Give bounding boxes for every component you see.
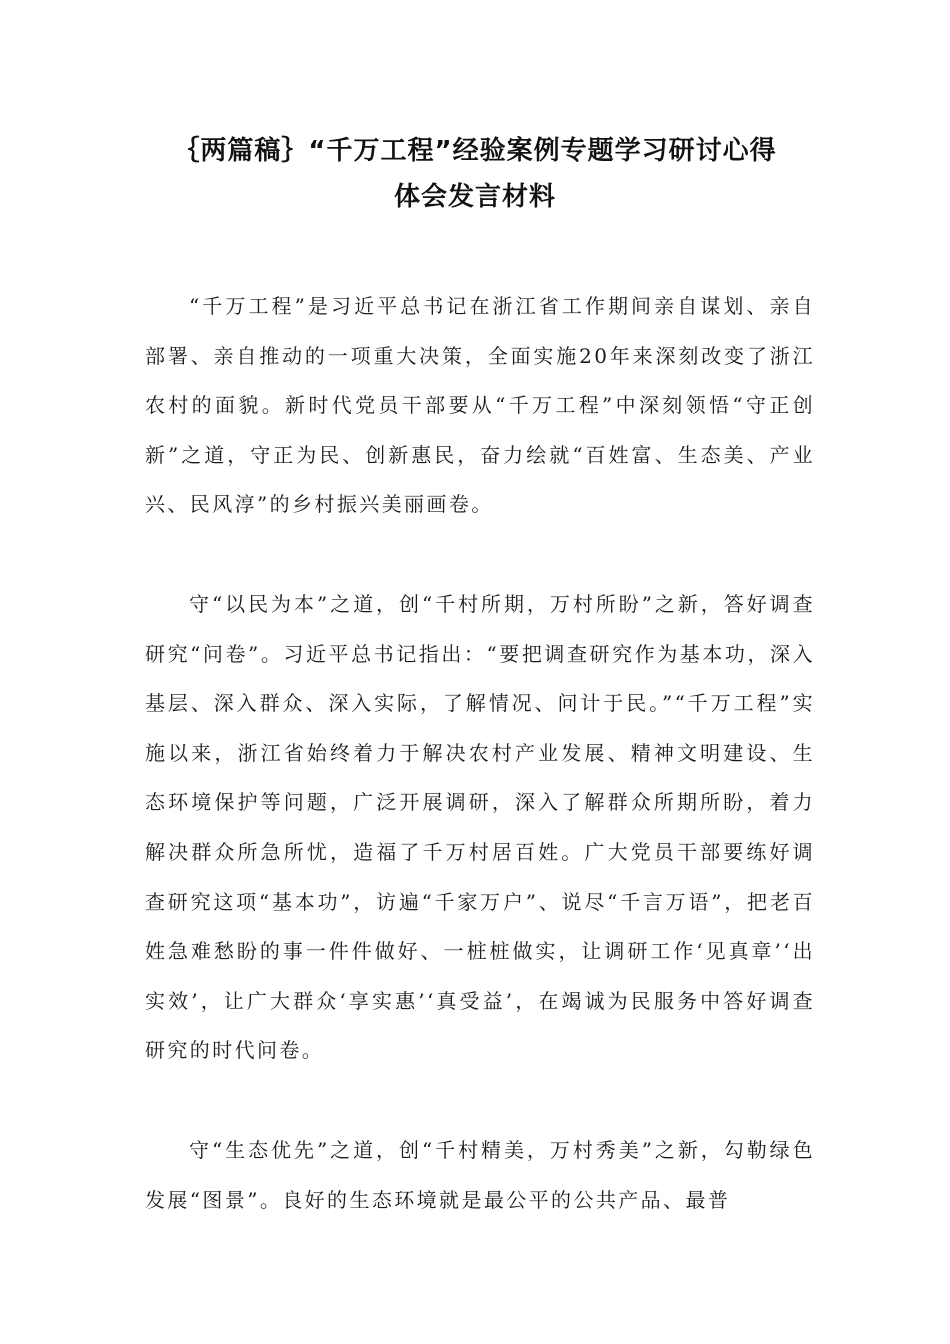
paragraph-people-first: 守“以民为本”之道，创“千村所期，万村所盼”之新，答好调查研究“问卷”。习近平总书记指出：“要把调查研究作为基本功，深入基层、深入群众、深入实际，了解情况、问计于民。”“千万工程”实施以来，浙江省始终着力于解决农村产业发展、精神文明建设、生态环境保护等问题，广泛开展调研，深入了解群众所期所盼，着力解决群众所急所忧，造福了千万村居百姓。广大党员干部要练好调查研究这项“基本功”，访遍“千家万户”、说尽“千言万语”，把老百姓急难愁盼的事一件件做好、一桩桩做实，让调研工作‘见真章’‘出实效’，让广大群众‘享实惠’‘真受益’，在竭诚为民服务中答好调查研究的时代问卷。	[145, 591, 815, 1063]
document-title	[90, 128, 860, 220]
paragraph-intro: “千万工程”是习近平总书记在浙江省工作期间亲自谋划、亲自部署、亲自推动的一项重大决策，全面实施20年来深刻改变了浙江农村的面貌。新时代党员干部要从“千万工程”中深刻领悟“守正创新”之道，守正为民、创新惠民，奋力绘就“百姓富、生态美、产业兴、民风淳”的乡村振兴美丽画卷。	[145, 294, 815, 517]
title-line-1: ｛两篇稿｝“千万工程”经验案例专题学习研讨心得	[173, 136, 777, 166]
document-body	[145, 282, 815, 1275]
paragraph-ecology-first: 守“生态优先”之道，创“千村精美，万村秀美”之新，勾勒绿色发展“图景”。良好的生态环境就是最公平的公共产品、最普	[145, 1137, 815, 1212]
title-line-2: 体会发言材料	[393, 182, 556, 212]
